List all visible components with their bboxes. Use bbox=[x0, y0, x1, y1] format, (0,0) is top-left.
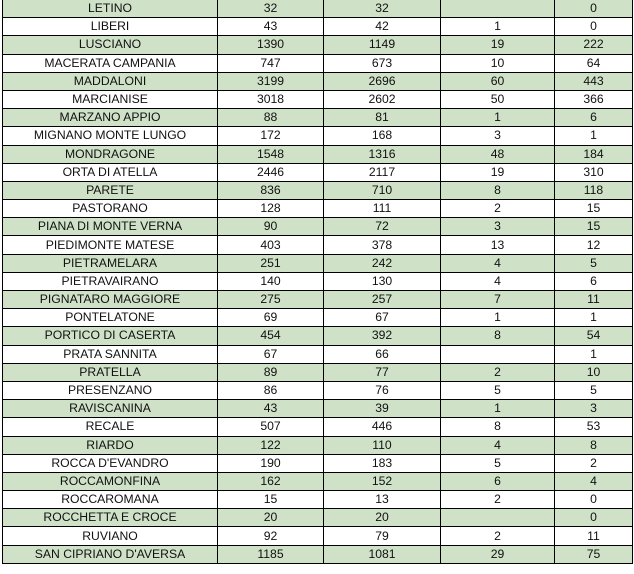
value-cell-3 bbox=[441, 509, 555, 527]
value-cell-2: 13 bbox=[324, 491, 441, 509]
value-cell-2: 66 bbox=[324, 345, 441, 363]
value-cell-3: 4 bbox=[441, 254, 555, 272]
value-cell-1: 20 bbox=[218, 509, 324, 527]
value-cell-3: 8 bbox=[441, 327, 555, 345]
value-cell-2: 710 bbox=[324, 181, 441, 199]
municipality-cell: PARETE bbox=[3, 181, 218, 199]
value-cell-4: 5 bbox=[555, 381, 633, 399]
table-row bbox=[3, 418, 633, 436]
value-cell-2: 378 bbox=[324, 236, 441, 254]
municipality-cell: MONDRAGONE bbox=[3, 145, 218, 163]
municipality-cell: RAVISCANINA bbox=[3, 400, 218, 418]
value-cell-1: 275 bbox=[218, 291, 324, 309]
value-cell-2: 72 bbox=[324, 218, 441, 236]
value-cell-4: 0 bbox=[555, 509, 633, 527]
table-row bbox=[3, 163, 633, 181]
value-cell-3: 5 bbox=[441, 381, 555, 399]
value-cell-3: 1 bbox=[441, 400, 555, 418]
value-cell-1: 140 bbox=[218, 272, 324, 290]
value-cell-4: 8 bbox=[555, 436, 633, 454]
value-cell-3: 19 bbox=[441, 36, 555, 54]
municipality-cell: ROCCHETTA E CROCE bbox=[3, 509, 218, 527]
value-cell-4: 11 bbox=[555, 291, 633, 309]
value-cell-1: 1390 bbox=[218, 36, 324, 54]
value-cell-2: 673 bbox=[324, 54, 441, 72]
value-cell-2: 20 bbox=[324, 509, 441, 527]
value-cell-1: 1185 bbox=[218, 545, 324, 563]
value-cell-1: 88 bbox=[218, 109, 324, 127]
value-cell-4: 12 bbox=[555, 236, 633, 254]
value-cell-3: 48 bbox=[441, 145, 555, 163]
value-cell-4: 4 bbox=[555, 472, 633, 490]
table-row bbox=[3, 309, 633, 327]
value-cell-3: 60 bbox=[441, 72, 555, 90]
value-cell-2: 32 bbox=[324, 0, 441, 18]
table-row bbox=[3, 90, 633, 108]
municipality-cell: MACERATA CAMPANIA bbox=[3, 54, 218, 72]
value-cell-2: 81 bbox=[324, 109, 441, 127]
value-cell-2: 67 bbox=[324, 309, 441, 327]
value-cell-4: 2 bbox=[555, 454, 633, 472]
municipality-cell: ROCCAMONFINA bbox=[3, 472, 218, 490]
municipality-cell: RECALE bbox=[3, 418, 218, 436]
value-cell-1: 43 bbox=[218, 18, 324, 36]
municipality-cell: PIEDIMONTE MATESE bbox=[3, 236, 218, 254]
value-cell-1: 92 bbox=[218, 527, 324, 545]
value-cell-4: 6 bbox=[555, 272, 633, 290]
municipality-cell: SAN CIPRIANO D'AVERSA bbox=[3, 545, 218, 563]
municipality-cell: PRESENZANO bbox=[3, 381, 218, 399]
table-row bbox=[3, 72, 633, 90]
value-cell-3: 2 bbox=[441, 527, 555, 545]
value-cell-2: 152 bbox=[324, 472, 441, 490]
value-cell-2: 2696 bbox=[324, 72, 441, 90]
value-cell-3: 4 bbox=[441, 272, 555, 290]
value-cell-4: 10 bbox=[555, 363, 633, 381]
table-body bbox=[3, 0, 633, 563]
municipality-cell: LIBERI bbox=[3, 18, 218, 36]
table-row bbox=[3, 109, 633, 127]
municipality-data-table bbox=[2, 0, 633, 564]
municipality-cell: PIGNATARO MAGGIORE bbox=[3, 291, 218, 309]
value-cell-2: 110 bbox=[324, 436, 441, 454]
municipality-cell: PIETRAMELARA bbox=[3, 254, 218, 272]
value-cell-1: 89 bbox=[218, 363, 324, 381]
value-cell-1: 1548 bbox=[218, 145, 324, 163]
municipality-cell: ORTA DI ATELLA bbox=[3, 163, 218, 181]
value-cell-4: 53 bbox=[555, 418, 633, 436]
value-cell-2: 2117 bbox=[324, 163, 441, 181]
table-row bbox=[3, 509, 633, 527]
value-cell-1: 32 bbox=[218, 0, 324, 18]
value-cell-3: 2 bbox=[441, 363, 555, 381]
value-cell-3 bbox=[441, 345, 555, 363]
value-cell-3: 7 bbox=[441, 291, 555, 309]
table-row bbox=[3, 291, 633, 309]
value-cell-3: 8 bbox=[441, 418, 555, 436]
municipality-cell: PASTORANO bbox=[3, 200, 218, 218]
table-row bbox=[3, 363, 633, 381]
value-cell-4: 3 bbox=[555, 400, 633, 418]
table-row bbox=[3, 345, 633, 363]
value-cell-4: 310 bbox=[555, 163, 633, 181]
value-cell-1: 454 bbox=[218, 327, 324, 345]
table-row bbox=[3, 236, 633, 254]
value-cell-4: 5 bbox=[555, 254, 633, 272]
value-cell-1: 69 bbox=[218, 309, 324, 327]
value-cell-4: 222 bbox=[555, 36, 633, 54]
value-cell-1: 67 bbox=[218, 345, 324, 363]
value-cell-4: 118 bbox=[555, 181, 633, 199]
value-cell-2: 183 bbox=[324, 454, 441, 472]
value-cell-3: 1 bbox=[441, 109, 555, 127]
value-cell-2: 39 bbox=[324, 400, 441, 418]
value-cell-1: 507 bbox=[218, 418, 324, 436]
municipality-cell: LUSCIANO bbox=[3, 36, 218, 54]
table-row bbox=[3, 545, 633, 563]
value-cell-1: 162 bbox=[218, 472, 324, 490]
value-cell-1: 90 bbox=[218, 218, 324, 236]
value-cell-3: 3 bbox=[441, 218, 555, 236]
municipality-cell: PONTELATONE bbox=[3, 309, 218, 327]
value-cell-1: 190 bbox=[218, 454, 324, 472]
value-cell-1: 43 bbox=[218, 400, 324, 418]
table-row bbox=[3, 400, 633, 418]
municipality-cell: RUVIANO bbox=[3, 527, 218, 545]
value-cell-2: 76 bbox=[324, 381, 441, 399]
value-cell-3: 19 bbox=[441, 163, 555, 181]
value-cell-4: 0 bbox=[555, 491, 633, 509]
value-cell-2: 1081 bbox=[324, 545, 441, 563]
value-cell-2: 130 bbox=[324, 272, 441, 290]
municipality-cell: MIGNANO MONTE LUNGO bbox=[3, 127, 218, 145]
value-cell-2: 111 bbox=[324, 200, 441, 218]
value-cell-3 bbox=[441, 0, 555, 18]
table-row bbox=[3, 254, 633, 272]
value-cell-4: 1 bbox=[555, 309, 633, 327]
value-cell-1: 747 bbox=[218, 54, 324, 72]
value-cell-4: 1 bbox=[555, 345, 633, 363]
municipality-cell: PORTICO DI CASERTA bbox=[3, 327, 218, 345]
value-cell-3: 2 bbox=[441, 491, 555, 509]
value-cell-1: 86 bbox=[218, 381, 324, 399]
value-cell-4: 0 bbox=[555, 0, 633, 18]
table-row bbox=[3, 0, 633, 18]
value-cell-3: 8 bbox=[441, 181, 555, 199]
municipality-cell: MADDALONI bbox=[3, 72, 218, 90]
value-cell-1: 3018 bbox=[218, 90, 324, 108]
municipality-cell: RIARDO bbox=[3, 436, 218, 454]
municipality-cell: MARCIANISE bbox=[3, 90, 218, 108]
value-cell-2: 168 bbox=[324, 127, 441, 145]
table-row bbox=[3, 36, 633, 54]
value-cell-2: 79 bbox=[324, 527, 441, 545]
value-cell-4: 366 bbox=[555, 90, 633, 108]
value-cell-2: 446 bbox=[324, 418, 441, 436]
table-row bbox=[3, 491, 633, 509]
value-cell-2: 77 bbox=[324, 363, 441, 381]
value-cell-2: 2602 bbox=[324, 90, 441, 108]
value-cell-3: 3 bbox=[441, 127, 555, 145]
value-cell-3: 50 bbox=[441, 90, 555, 108]
table-row bbox=[3, 381, 633, 399]
table-row bbox=[3, 218, 633, 236]
value-cell-2: 257 bbox=[324, 291, 441, 309]
value-cell-4: 15 bbox=[555, 200, 633, 218]
value-cell-4: 6 bbox=[555, 109, 633, 127]
value-cell-1: 172 bbox=[218, 127, 324, 145]
municipality-cell: ROCCAROMANA bbox=[3, 491, 218, 509]
value-cell-4: 184 bbox=[555, 145, 633, 163]
value-cell-3: 4 bbox=[441, 436, 555, 454]
value-cell-1: 15 bbox=[218, 491, 324, 509]
municipality-cell: PIANA DI MONTE VERNA bbox=[3, 218, 218, 236]
value-cell-1: 128 bbox=[218, 200, 324, 218]
table-row bbox=[3, 272, 633, 290]
value-cell-3: 6 bbox=[441, 472, 555, 490]
table-row bbox=[3, 472, 633, 490]
value-cell-4: 11 bbox=[555, 527, 633, 545]
municipality-cell: PIETRAVAIRANO bbox=[3, 272, 218, 290]
value-cell-2: 242 bbox=[324, 254, 441, 272]
municipality-cell: ROCCA D'EVANDRO bbox=[3, 454, 218, 472]
value-cell-2: 1316 bbox=[324, 145, 441, 163]
municipality-cell: PRATELLA bbox=[3, 363, 218, 381]
value-cell-3: 10 bbox=[441, 54, 555, 72]
value-cell-1: 3199 bbox=[218, 72, 324, 90]
table-row bbox=[3, 200, 633, 218]
value-cell-2: 392 bbox=[324, 327, 441, 345]
value-cell-3: 1 bbox=[441, 18, 555, 36]
table-row bbox=[3, 181, 633, 199]
municipality-cell: PRATA SANNITA bbox=[3, 345, 218, 363]
value-cell-4: 15 bbox=[555, 218, 633, 236]
value-cell-1: 122 bbox=[218, 436, 324, 454]
table-row bbox=[3, 18, 633, 36]
table-row bbox=[3, 145, 633, 163]
value-cell-4: 64 bbox=[555, 54, 633, 72]
table-row bbox=[3, 454, 633, 472]
value-cell-4: 54 bbox=[555, 327, 633, 345]
value-cell-2: 42 bbox=[324, 18, 441, 36]
table-row bbox=[3, 127, 633, 145]
value-cell-4: 443 bbox=[555, 72, 633, 90]
table-row bbox=[3, 527, 633, 545]
municipality-cell: LETINO bbox=[3, 0, 218, 18]
table-row bbox=[3, 54, 633, 72]
value-cell-3: 5 bbox=[441, 454, 555, 472]
municipality-cell: MARZANO APPIO bbox=[3, 109, 218, 127]
value-cell-1: 251 bbox=[218, 254, 324, 272]
value-cell-3: 1 bbox=[441, 309, 555, 327]
value-cell-4: 0 bbox=[555, 18, 633, 36]
value-cell-4: 1 bbox=[555, 127, 633, 145]
value-cell-1: 836 bbox=[218, 181, 324, 199]
value-cell-2: 1149 bbox=[324, 36, 441, 54]
value-cell-3: 13 bbox=[441, 236, 555, 254]
table-row bbox=[3, 436, 633, 454]
value-cell-4: 75 bbox=[555, 545, 633, 563]
value-cell-1: 2446 bbox=[218, 163, 324, 181]
value-cell-3: 2 bbox=[441, 200, 555, 218]
value-cell-3: 29 bbox=[441, 545, 555, 563]
value-cell-1: 403 bbox=[218, 236, 324, 254]
table-row bbox=[3, 327, 633, 345]
